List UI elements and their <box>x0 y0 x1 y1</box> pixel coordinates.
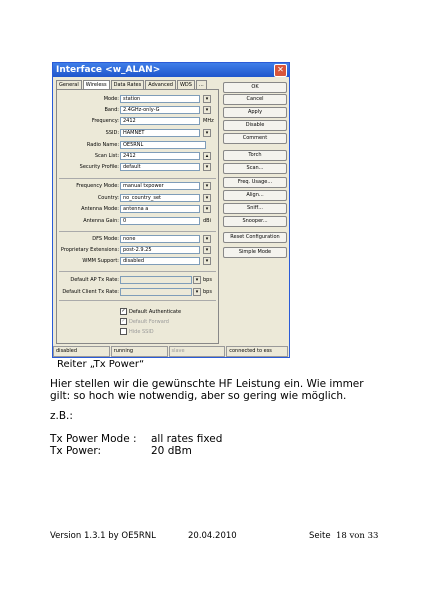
chevron-down-icon[interactable]: ▾ <box>203 182 211 190</box>
field-label: DFS Mode: <box>92 236 119 242</box>
checkbox-row[interactable] <box>120 308 181 316</box>
field-input[interactable]: disabled <box>120 257 200 265</box>
chevron-down-icon[interactable]: ▾ <box>193 276 201 284</box>
field-row <box>57 276 217 285</box>
field-row <box>57 246 217 255</box>
divider <box>59 178 216 179</box>
chevron-down-icon[interactable]: ▾ <box>193 288 201 296</box>
interface-dialog <box>52 62 290 358</box>
page-label: Seite <box>309 531 331 541</box>
checkbox-label: Hide SSID <box>129 329 154 335</box>
field-label: Band: <box>104 107 119 113</box>
field-input[interactable]: no_country_set <box>120 194 200 202</box>
chevron-down-icon[interactable]: ▾ <box>203 129 211 137</box>
chevron-down-icon[interactable]: ▾ <box>203 235 211 243</box>
field-input[interactable]: 0 <box>120 217 200 225</box>
tab-advanced[interactable]: Advanced <box>145 80 176 89</box>
status-disabled: disabled <box>53 346 110 357</box>
field-row <box>57 194 217 203</box>
field-row <box>57 141 217 150</box>
example-label: z.B.: <box>50 410 73 422</box>
field-row <box>57 163 217 172</box>
dialog-button[interactable]: Apply <box>223 107 287 118</box>
checkbox-label: Default Authenticate <box>129 309 182 315</box>
field-label: Radio Name: <box>86 142 119 148</box>
unit-label: MHz <box>203 118 214 124</box>
checkbox-row[interactable] <box>120 318 169 326</box>
field-label: Default Client Tx Rate: <box>62 289 119 295</box>
body-paragraph: Hier stellen wir die gewünschte HF Leistung ein. Wie immer gilt: so hoch wie notwendig, aber so gering wie möglich. <box>50 378 364 402</box>
field-input[interactable]: OE5RNL <box>120 141 206 149</box>
dialog-button[interactable]: Align... <box>223 190 287 201</box>
wireless-panel <box>56 89 219 344</box>
checkbox-icon[interactable]: ✓ <box>121 308 126 314</box>
dialog-button[interactable]: Disable <box>223 120 287 131</box>
tab-general[interactable]: General <box>56 80 82 89</box>
field-label: Mode: <box>103 96 119 102</box>
checkbox-icon[interactable]: ✓ <box>121 318 126 324</box>
footer-page <box>309 531 378 541</box>
field-row <box>57 95 217 104</box>
field-input[interactable] <box>120 276 192 284</box>
setting-value: 20 dBm <box>151 445 192 457</box>
status-slave: slave <box>169 346 226 357</box>
chevron-down-icon[interactable]: ▾ <box>203 205 211 213</box>
chevron-down-icon[interactable]: ▾ <box>203 246 211 254</box>
field-row <box>57 205 217 214</box>
tab-more[interactable]: ... <box>196 80 207 89</box>
divider <box>59 231 216 232</box>
field-input[interactable]: manual txpower <box>120 182 200 190</box>
field-row <box>57 152 217 161</box>
footer-date: 20.04.2010 <box>188 531 237 541</box>
chevron-up-icon[interactable]: ▴ <box>203 152 211 160</box>
tab-wireless[interactable]: Wireless <box>83 80 110 89</box>
field-label: Country: <box>97 195 119 201</box>
field-input[interactable] <box>120 288 192 296</box>
field-label: Antenna Gain: <box>83 218 119 224</box>
dialog-button[interactable]: Cancel <box>223 94 287 105</box>
dialog-button[interactable]: Sniff... <box>223 203 287 214</box>
field-input[interactable]: none <box>120 235 200 243</box>
status-bar <box>53 346 289 357</box>
divider <box>59 300 216 301</box>
dialog-title: Interface <w_ALAN> <box>53 63 289 77</box>
chevron-down-icon[interactable]: ▾ <box>203 95 211 103</box>
field-label: Frequency Mode: <box>76 183 119 189</box>
of-label: von <box>349 531 365 541</box>
field-input[interactable]: station <box>120 95 200 103</box>
unit-label: bps <box>203 289 212 295</box>
divider <box>59 271 216 272</box>
field-row <box>57 288 217 297</box>
page-number: 18 <box>335 531 347 541</box>
field-input[interactable]: 2.4GHz-only-G <box>120 106 200 114</box>
dialog-button[interactable]: OK <box>223 82 287 93</box>
field-row <box>57 129 217 138</box>
field-row <box>57 235 217 244</box>
dialog-button[interactable]: Scan... <box>223 163 287 174</box>
tab-bar <box>56 80 208 89</box>
field-row <box>57 106 217 115</box>
field-label: Default AP Tx Rate: <box>70 277 119 283</box>
dialog-button[interactable]: Freq. Usage... <box>223 177 287 188</box>
close-icon[interactable]: ✕ <box>274 64 287 77</box>
chevron-down-icon[interactable]: ▾ <box>203 257 211 265</box>
field-row <box>57 117 217 126</box>
field-label: Proprietary Extensions: <box>60 247 119 253</box>
checkbox-row[interactable] <box>120 328 154 336</box>
field-row <box>57 182 217 191</box>
chevron-down-icon[interactable]: ▾ <box>203 106 211 114</box>
field-input[interactable]: HAMNET <box>120 129 200 137</box>
field-input[interactable]: post-2.9.25 <box>120 246 200 254</box>
setting-value: all rates fixed <box>151 433 223 445</box>
field-input[interactable]: antenna a <box>120 205 200 213</box>
dialog-button[interactable]: Comment <box>223 133 287 144</box>
chevron-down-icon[interactable]: ▾ <box>203 163 211 171</box>
unit-label: dBi <box>203 218 211 224</box>
tab-wds[interactable]: WDS <box>177 80 195 89</box>
field-label: Scan List: <box>94 153 119 159</box>
figure-caption: Reiter „Tx Power“ <box>57 359 145 370</box>
tab-data-rates[interactable]: Data Rates <box>111 80 145 89</box>
chevron-down-icon[interactable]: ▾ <box>203 194 211 202</box>
field-input[interactable]: 2412 <box>120 152 200 160</box>
status-running: running <box>111 346 168 357</box>
field-label: WMM Support: <box>82 258 119 264</box>
dialog-button[interactable]: Simple Mode <box>223 247 287 258</box>
checkbox-icon[interactable] <box>120 328 127 335</box>
field-label: Security Profile: <box>79 164 119 170</box>
dialog-button[interactable]: Snooper... <box>223 216 287 227</box>
field-label: Frequency: <box>91 118 119 124</box>
dialog-button[interactable]: Reset Configuration <box>223 232 287 243</box>
setting-key: Tx Power Mode : <box>50 433 137 445</box>
field-label: Antenna Mode: <box>81 206 119 212</box>
field-row <box>57 257 217 266</box>
dialog-button[interactable]: Torch <box>223 150 287 161</box>
footer-version: Version 1.3.1 by OE5RNL <box>50 531 156 541</box>
field-label: SSID: <box>105 130 119 136</box>
status-connection: connected to ess <box>226 346 288 357</box>
checkbox-label: Default Forward <box>129 319 169 325</box>
unit-label: bps <box>203 277 212 283</box>
field-row <box>57 217 217 226</box>
field-input[interactable]: 2412 <box>120 117 200 125</box>
field-input[interactable]: default <box>120 163 200 171</box>
page-total: 33 <box>367 531 379 541</box>
setting-key: Tx Power: <box>50 445 102 457</box>
